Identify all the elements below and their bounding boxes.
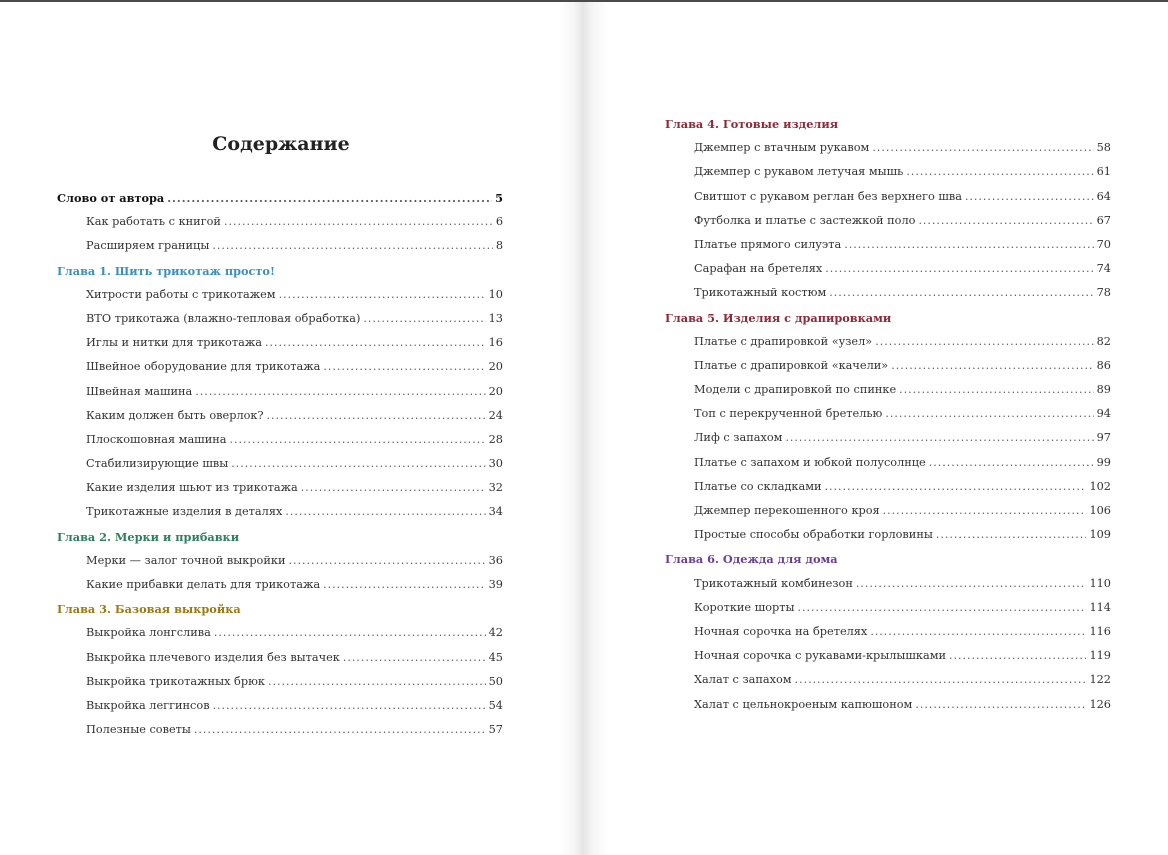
toc-entry-label: Хитрости работы с трикотажем xyxy=(86,287,276,301)
dot-leader xyxy=(965,185,1094,209)
toc-entry-page: 8 xyxy=(495,239,503,253)
toc-entry-label: Ночная сорочка на бретелях xyxy=(694,624,868,638)
dot-leader xyxy=(213,694,486,718)
toc-entry-page: 54 xyxy=(488,698,503,712)
dot-leader xyxy=(844,233,1093,257)
toc-entry-page: 106 xyxy=(1089,504,1111,517)
dot-leader xyxy=(906,160,1093,184)
toc-entry[interactable] xyxy=(57,621,503,645)
toc-entry[interactable] xyxy=(57,380,503,404)
dot-leader xyxy=(872,136,1093,160)
toc-entry-page: 16 xyxy=(488,336,503,350)
dot-leader xyxy=(891,354,1093,378)
toc-entry-label: Ночная сорочка с рукавами-крылышками xyxy=(694,649,947,663)
dot-leader xyxy=(285,500,485,524)
toc-entry-label: Выкройка трикотажных брюк xyxy=(86,674,265,688)
toc-entry-page: 5 xyxy=(495,191,503,205)
chapter-heading-3[interactable]: Глава 3. Базовая выкройка xyxy=(57,602,241,617)
toc-entry[interactable] xyxy=(665,693,1111,717)
toc-entry-label: Джемпер перекошенного кроя xyxy=(694,504,880,517)
toc-entry[interactable] xyxy=(57,210,503,234)
toc-entry[interactable] xyxy=(665,257,1111,281)
toc-entry-author[interactable] xyxy=(57,186,503,210)
toc-entry-label: Трикотажный комбинезон xyxy=(694,576,853,590)
toc-entry-page: 114 xyxy=(1089,600,1111,614)
dot-leader xyxy=(167,187,492,211)
toc-entry[interactable] xyxy=(665,330,1111,354)
toc-entry-page: 94 xyxy=(1096,407,1111,421)
toc-left-column xyxy=(57,186,503,742)
dot-leader xyxy=(885,402,1093,426)
toc-entry[interactable] xyxy=(665,185,1111,209)
dot-leader xyxy=(949,644,1086,668)
dot-leader xyxy=(797,596,1086,620)
toc-entry-page: 57 xyxy=(488,723,503,737)
toc-entry-page: 86 xyxy=(1096,358,1111,372)
dot-leader xyxy=(883,499,1087,523)
toc-entry[interactable] xyxy=(665,233,1111,257)
toc-entry-label: Стабилизирующие швы xyxy=(86,457,229,471)
toc-entry[interactable] xyxy=(57,573,503,597)
dot-leader xyxy=(825,257,1093,281)
dot-leader xyxy=(343,646,486,670)
toc-entry-page: 20 xyxy=(488,360,503,374)
toc-entry[interactable] xyxy=(57,331,503,355)
dot-leader xyxy=(918,209,1093,233)
toc-entry-label: Какие изделия шьют из трикотажа xyxy=(86,481,298,495)
toc-entry-label: Платье с драпировкой «качели» xyxy=(694,358,889,372)
dot-leader xyxy=(929,451,1094,475)
dot-leader xyxy=(268,670,486,694)
toc-entry-page: 67 xyxy=(1096,213,1111,227)
dot-leader xyxy=(795,668,1087,692)
dot-leader xyxy=(363,307,485,331)
toc-entry[interactable] xyxy=(665,136,1111,160)
toc-entry-label: Сарафан на бретелях xyxy=(694,262,823,276)
chapter-heading-6[interactable]: Глава 6. Одежда для дома xyxy=(665,552,838,567)
toc-entry[interactable] xyxy=(665,354,1111,378)
toc-entry-label: Простые способы обработки горловины xyxy=(694,528,933,542)
toc-entry-page: 36 xyxy=(488,553,503,567)
dot-leader xyxy=(231,452,485,476)
dot-leader xyxy=(785,426,1093,450)
dot-leader xyxy=(899,378,1093,402)
toc-entry[interactable] xyxy=(665,499,1111,523)
toc-entry-page: 34 xyxy=(488,505,503,519)
toc-entry-label: Халат с запахом xyxy=(694,673,792,687)
dot-leader xyxy=(224,210,493,234)
toc-entry-page: 13 xyxy=(488,311,503,325)
dot-leader xyxy=(229,428,485,452)
toc-entry-page: 10 xyxy=(488,287,503,301)
toc-entry-label: Иглы и нитки для трикотажа xyxy=(86,336,262,350)
book-gutter-shadow-right xyxy=(583,2,609,855)
toc-entry[interactable] xyxy=(665,620,1111,644)
book-gutter-shadow-left xyxy=(560,2,583,855)
chapter-heading-2[interactable]: Глава 2. Мерки и прибавки xyxy=(57,529,240,544)
toc-entry-label: Расширяем границы xyxy=(86,239,210,253)
toc-entry-label: Топ с перекрученной бретелью xyxy=(694,407,883,421)
toc-entry-page: 6 xyxy=(495,215,503,229)
toc-entry-label: Свитшот с рукавом реглан без верхнего шва xyxy=(694,189,962,203)
dot-leader xyxy=(875,330,1093,354)
toc-entry-page: 70 xyxy=(1096,237,1111,251)
toc-entry-page: 45 xyxy=(488,650,503,664)
toc-entry[interactable] xyxy=(665,281,1111,305)
toc-entry[interactable] xyxy=(665,644,1111,668)
chapter-heading-5[interactable]: Глава 5. Изделия с драпировками xyxy=(665,310,892,325)
toc-entry-label: Джемпер с рукавом летучая мышь xyxy=(694,165,904,179)
toc-entry-label: Мерки — залог точной выкройки xyxy=(86,553,286,567)
toc-entry-page: 30 xyxy=(488,457,503,471)
toc-entry-page: 119 xyxy=(1089,649,1111,663)
dot-leader xyxy=(915,693,1086,717)
dot-leader xyxy=(323,573,486,597)
toc-entry[interactable] xyxy=(57,694,503,718)
toc-entry[interactable] xyxy=(57,283,503,307)
toc-entry[interactable] xyxy=(665,475,1111,499)
toc-entry-label: Слово от автора xyxy=(57,191,165,205)
toc-entry-label: Халат с цельнокроеным капюшоном xyxy=(694,697,913,711)
toc-entry[interactable] xyxy=(57,500,503,524)
toc-entry-page: 109 xyxy=(1089,528,1111,542)
toc-entry-page: 116 xyxy=(1089,624,1111,638)
toc-entry[interactable] xyxy=(57,646,503,670)
toc-entry-label: Плоскошовная машина xyxy=(86,432,227,446)
dot-leader xyxy=(194,718,486,742)
toc-entry-label: Швейная машина xyxy=(86,384,193,398)
dot-leader xyxy=(267,404,486,428)
toc-entry[interactable] xyxy=(57,355,503,379)
toc-entry-label: Модели с драпировкой по спинке xyxy=(694,383,897,397)
dot-leader xyxy=(323,355,485,379)
toc-entry[interactable] xyxy=(665,523,1111,547)
toc-entry-label: Платье с драпировкой «узел» xyxy=(694,334,873,348)
toc-entry-page: 82 xyxy=(1096,334,1111,348)
dot-leader xyxy=(936,523,1087,547)
dot-leader xyxy=(212,234,492,258)
toc-entry[interactable] xyxy=(57,718,503,742)
dot-leader xyxy=(301,476,486,500)
toc-entry[interactable] xyxy=(57,549,503,573)
toc-entry-page: 110 xyxy=(1089,576,1111,590)
toc-entry-label: Трикотажный костюм xyxy=(694,286,827,300)
toc-entry[interactable] xyxy=(665,402,1111,426)
toc-entry-label: Каким должен быть оверлок? xyxy=(86,408,264,422)
toc-entry-label: Как работать с книгой xyxy=(86,215,221,229)
toc-entry[interactable] xyxy=(57,307,503,331)
toc-entry-label: Джемпер с втачным рукавом xyxy=(694,141,870,155)
toc-entry-label: Какие прибавки делать для трикотажа xyxy=(86,578,321,591)
toc-entry-label: Платье со складками xyxy=(694,479,822,493)
toc-entry[interactable] xyxy=(57,670,503,694)
toc-entry-page: 32 xyxy=(488,481,503,495)
dot-leader xyxy=(825,475,1087,499)
toc-entry-label: Трикотажные изделия в деталях xyxy=(86,505,283,519)
toc-entry[interactable] xyxy=(665,426,1111,450)
toc-entry-page: 126 xyxy=(1089,697,1111,711)
toc-entry[interactable] xyxy=(57,404,503,428)
dot-leader xyxy=(288,549,485,573)
toc-entry-label: Платье с запахом и юбкой полусолнце xyxy=(694,455,926,469)
toc-entry-page: 28 xyxy=(488,432,503,446)
toc-entry-label: Футболка и платье с застежкой поло xyxy=(694,213,916,227)
toc-entry-page: 39 xyxy=(488,578,503,591)
toc-entry-label: Выкройка леггинсов xyxy=(86,698,210,712)
dot-leader xyxy=(870,620,1086,644)
dot-leader xyxy=(829,281,1093,305)
toc-entry-page: 89 xyxy=(1096,383,1111,397)
page-title: Содержание xyxy=(212,133,350,155)
toc-entry-page: 99 xyxy=(1096,455,1111,469)
toc-entry[interactable] xyxy=(665,572,1111,596)
toc-entry-page: 64 xyxy=(1096,189,1111,203)
toc-entry-label: Выкройка плечевого изделия без вытачек xyxy=(86,650,340,664)
toc-entry-label: Швейное оборудование для трикотажа xyxy=(86,360,321,374)
toc-entry-label: ВТО трикотажа (влажно-тепловая обработка) xyxy=(86,311,361,325)
toc-right-column xyxy=(665,112,1111,717)
toc-entry[interactable] xyxy=(665,668,1111,692)
toc-entry-label: Полезные советы xyxy=(86,723,191,737)
toc-entry-label: Выкройка лонгслива xyxy=(86,626,211,640)
dot-leader xyxy=(279,283,486,307)
toc-entry-label: Платье прямого силуэта xyxy=(694,237,842,251)
toc-entry-page: 61 xyxy=(1096,165,1111,179)
toc-entry[interactable] xyxy=(665,209,1111,233)
toc-entry-page: 74 xyxy=(1096,262,1111,276)
toc-entry[interactable] xyxy=(57,428,503,452)
dot-leader xyxy=(214,621,486,645)
dot-leader xyxy=(265,331,486,355)
chapter-heading-1[interactable]: Глава 1. Шить трикотаж просто! xyxy=(57,263,275,278)
toc-entry[interactable] xyxy=(57,234,503,258)
toc-entry[interactable] xyxy=(665,160,1111,184)
toc-entry-page: 24 xyxy=(488,408,503,422)
toc-entry-page: 50 xyxy=(488,674,503,688)
toc-entry-page: 78 xyxy=(1096,286,1111,300)
toc-entry-label: Короткие шорты xyxy=(694,600,795,614)
chapter-heading-4[interactable]: Глава 4. Готовые изделия xyxy=(665,117,839,131)
toc-entry[interactable] xyxy=(665,378,1111,402)
toc-entry-page: 102 xyxy=(1089,479,1111,493)
toc-entry-page: 122 xyxy=(1089,673,1111,687)
toc-entry[interactable] xyxy=(57,476,503,500)
dot-leader xyxy=(856,572,1087,596)
toc-entry[interactable] xyxy=(665,596,1111,620)
toc-entry-page: 42 xyxy=(488,626,503,640)
toc-entry-page: 58 xyxy=(1096,141,1111,155)
toc-entry-page: 97 xyxy=(1096,431,1111,445)
dot-leader xyxy=(195,380,485,404)
toc-entry[interactable] xyxy=(665,451,1111,475)
toc-entry[interactable] xyxy=(57,452,503,476)
toc-entry-page: 20 xyxy=(488,384,503,398)
toc-entry-label: Лиф с запахом xyxy=(694,431,783,445)
